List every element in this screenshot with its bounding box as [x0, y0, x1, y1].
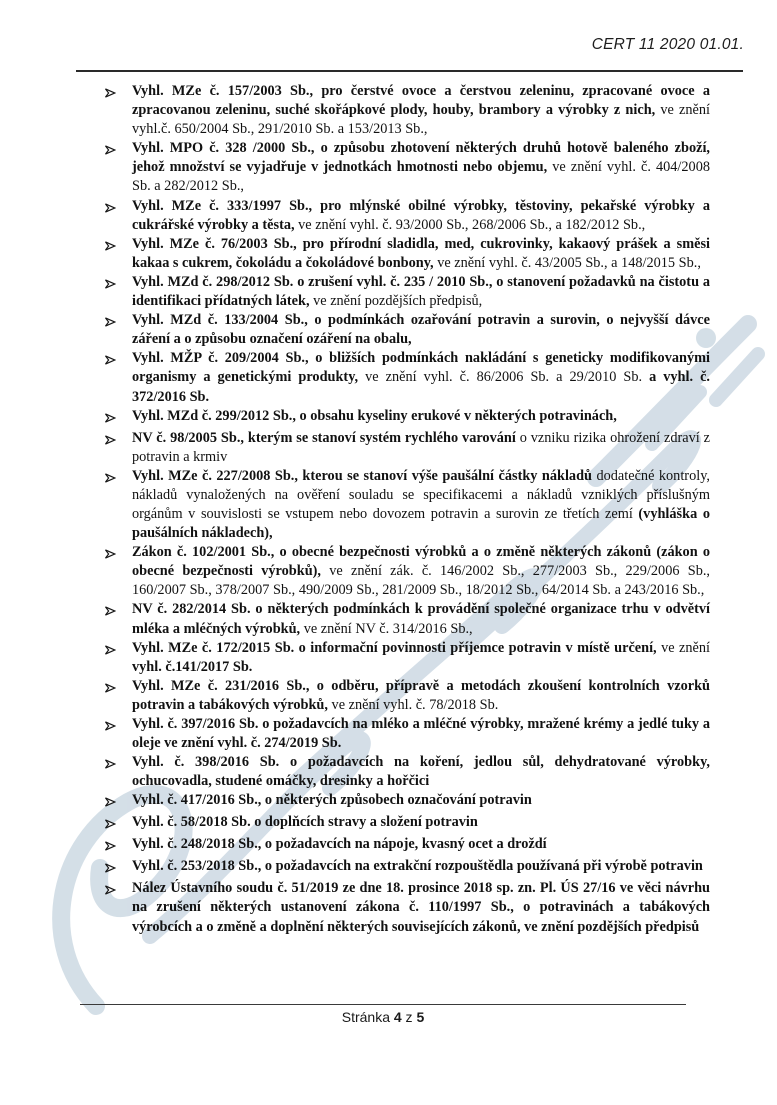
list-item-text: Vyhl. č. 58/2018 Sb. o doplňcích stravy a složení potravin	[132, 814, 478, 831]
right-arrowhead-icon	[104, 467, 132, 489]
list-item	[104, 82, 710, 139]
footer-page-number: 4	[393, 1009, 402, 1025]
right-arrowhead-icon	[104, 753, 132, 775]
list-item	[104, 311, 710, 349]
list-item-text: Vyhl. MZe č. 76/2003 Sb., pro přírodní sladidla, med, cukrovinky, kakaový prášek a směsi kakaa s cukrem, čokoládu a čokoládové bonbony, ve znění vyhl. č. 43/2005 Sb., a 148/2015 Sb.,	[132, 235, 710, 271]
list-item	[104, 677, 710, 715]
list-item-text: Vyhl. MZe č. 157/2003 Sb., pro čerstvé ovoce a čerstvou zeleninu, zpracované ovoce a zpracovanou zeleninu, suché skořápkové plody, houby, brambory a výrobky z nich, ve znění vyhl.č. 650/2004 Sb., 291/2010 Sb. a 153/2013 Sb.,	[132, 83, 710, 138]
list-item	[104, 879, 710, 936]
list-item	[104, 467, 710, 543]
right-arrowhead-icon	[104, 273, 132, 295]
list-item-text: Vyhl. MZd č. 133/2004 Sb., o podmínkách ozařování potravin a surovin, o nejvyšší dávce záření a o způsobu označení ozáření na obalu,	[132, 312, 710, 348]
right-arrowhead-icon	[104, 600, 132, 622]
list-item-text: Vyhl. MZd č. 298/2012 Sb. o zrušení vyhl. č. 235 / 2010 Sb., o stanovení požadavků na čistotu a identifikaci přídatných látek, ve znění pozdějších předpisů,	[132, 273, 710, 310]
right-arrowhead-icon	[104, 715, 132, 737]
list-item-text: NV č. 98/2005 Sb., kterým se stanoví systém rychlého varování o vzniku rizika ohrožení zdraví z potravin a krmiv	[132, 429, 710, 465]
list-item-text: Zákon č. 102/2001 Sb., o obecné bezpečnosti výrobků a o změně některých zákonů (zákon o obecné bezpečnosti výrobků), ve znění zák. č. 146/2002 Sb., 277/2003 Sb., 229/2006 Sb., 160/2007 Sb., 378/2007 Sb., 490/2009 Sb., 281/2009 Sb., 18/2012 Sb., 64/2014 Sb. a 243/2016 Sb.,	[132, 544, 710, 599]
list-item	[104, 715, 710, 753]
regulation-list	[104, 82, 710, 937]
list-item	[104, 273, 710, 311]
footer-page-label: Stránka	[341, 1009, 394, 1025]
list-item-text: Vyhl. MZe č. 227/2008 Sb., kterou se stanoví výše paušální částky nákladů dodatečné kontroly, nákladů vynaložených na ověření souladu se specifikacemi a nákladů vzniklých příslušným orgánům v souvislosti se vstupem nebo dovozem potravin a surovin ze třetích zemí (vyhláška o paušálních nákladech),	[132, 467, 710, 542]
footer-of-label: z	[401, 1009, 417, 1025]
list-item-text: Vyhl. č. 417/2016 Sb., o některých způsobech označování potravin	[132, 792, 532, 809]
page-footer	[80, 1009, 686, 1025]
list-item-text: Vyhl. MZd č. 299/2012 Sb., o obsahu kyseliny erukové v některých potravinách,	[132, 407, 617, 424]
list-item	[104, 753, 710, 791]
list-item-text: Vyhl. MZe č. 333/1997 Sb., pro mlýnské obilné výrobky, těstoviny, pekařské výrobky a cukrářské výrobky a těsta, ve znění vyhl. č. 93/2000 Sb., 268/2006 Sb., a 182/2012 Sb.,	[132, 197, 710, 233]
right-arrowhead-icon	[104, 429, 132, 451]
list-item	[104, 791, 710, 813]
footer-divider	[80, 1004, 686, 1005]
list-item	[104, 139, 710, 196]
right-arrowhead-icon	[104, 677, 132, 699]
right-arrowhead-icon	[104, 639, 132, 661]
list-item-text: Vyhl. č. 253/2018 Sb., o požadavcích na extrakční rozpouštědla používaná při výrobě potravin	[132, 858, 703, 875]
right-arrowhead-icon	[104, 311, 132, 333]
right-arrowhead-icon	[104, 82, 132, 104]
list-item-text: Vyhl. MŽP č. 209/2004 Sb., o bližších podmínkách nakládání s geneticky modifikovanými organismy a genetickými produkty, ve znění vyhl. č. 86/2006 Sb. a 29/2010 Sb. a vyhl. č. 372/2016 Sb.	[132, 350, 710, 405]
list-item	[104, 813, 710, 835]
list-item-text: Vyhl. č. 397/2016 Sb. o požadavcích na mléko a mléčné výrobky, mražené krémy a jedlé tuky a oleje ve znění vyhl. č. 274/2019 Sb.	[132, 716, 710, 752]
right-arrowhead-icon	[104, 543, 132, 565]
list-item-text: Vyhl. MPO č. 328 /2000 Sb., o způsobu zhotovení některých druhů hotově baleného zboží, jehož množství se vyjadřuje v jednotkách hmotnosti nebo objemu, ve znění vyhl. č. 404/2008 Sb. a 282/2012 Sb.,	[132, 140, 710, 195]
list-item-text: Vyhl. MZe č. 231/2016 Sb., o odběru, přípravě a metodách zkoušení kontrolních vzorků potravin a tabákových výrobků, ve znění vyhl. č. 78/2018 Sb.	[132, 677, 710, 713]
list-item	[104, 349, 710, 406]
right-arrowhead-icon	[104, 235, 132, 257]
list-item-text: Vyhl. č. 398/2016 Sb. o požadavcích na koření, jedlou sůl, dehydratované výrobky, ochucovadla, studené omáčky, dresinky a hořčici	[132, 754, 710, 790]
list-item-text: Vyhl. č. 248/2018 Sb., o požadavcích na nápoje, kvasný ocet a droždí	[132, 836, 547, 853]
list-item	[104, 543, 710, 600]
list-item	[104, 857, 710, 879]
list-item-text: NV č. 282/2014 Sb. o některých podmínkách k provádění společné organizace trhu v odvětví mléka a mléčných výrobků, ve znění NV č. 314/2016 Sb.,	[132, 601, 710, 637]
list-item	[104, 600, 710, 638]
header-divider	[76, 70, 743, 72]
right-arrowhead-icon	[104, 879, 132, 901]
footer-total-pages: 5	[416, 1009, 425, 1025]
page-header-title: CERT 11 2020 01.01.	[591, 36, 744, 53]
right-arrowhead-icon	[104, 791, 132, 813]
list-item	[104, 429, 710, 467]
right-arrowhead-icon	[104, 139, 132, 161]
list-item-text: Vyhl. MZe č. 172/2015 Sb. o informační povinnosti příjemce potravin v místě určení, ve znění vyhl. č.141/2017 Sb.	[132, 639, 710, 675]
right-arrowhead-icon	[104, 813, 132, 835]
list-item	[104, 197, 710, 235]
list-item	[104, 235, 710, 273]
list-item	[104, 639, 710, 677]
right-arrowhead-icon	[104, 197, 132, 219]
list-item-text: Nález Ústavního soudu č. 51/2019 ze dne 18. prosince 2018 sp. zn. Pl. ÚS 27/16 ve věci návrhu na zrušení některých ustanovení zákona č. 110/1997 Sb., o potravinách a tabákových výrobcích a o změně a doplnění některých souvisejících zákonů, ve znění pozdějších předpisů	[132, 880, 710, 935]
right-arrowhead-icon	[104, 349, 132, 371]
list-item	[104, 835, 710, 857]
right-arrowhead-icon	[104, 835, 132, 857]
right-arrowhead-icon	[104, 857, 132, 879]
list-item	[104, 407, 710, 429]
right-arrowhead-icon	[104, 407, 132, 429]
